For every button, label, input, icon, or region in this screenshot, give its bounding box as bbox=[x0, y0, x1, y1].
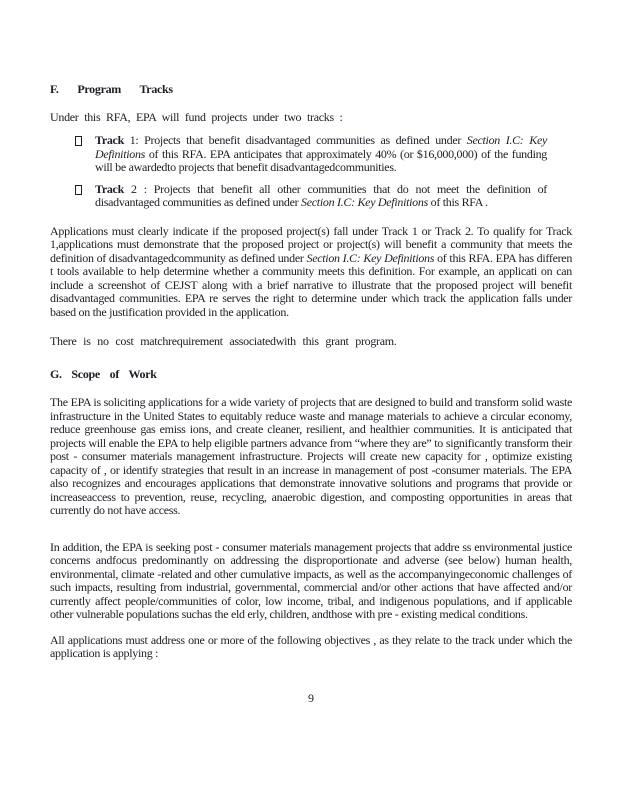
track-2-label: Track bbox=[95, 181, 124, 196]
empty-square-bullet-icon bbox=[75, 136, 82, 146]
cost-match-paragraph: There is no cost matchrequirement associatedwith this grant program. bbox=[50, 334, 397, 348]
section-ref-italic: Section I.C: Key Definitions bbox=[95, 133, 547, 161]
applications-text-cont: of this RFA. EPA has differen t tools available to help determine whether a community meets this definition. For example, an applicati on can include a screenshot of CEJST along with a brief narrative to illustrate that the proposed project will benefit disadvantaged communities. EPA re serves the right to determine under which track the application falls under based on the justification provided in the application. bbox=[50, 250, 573, 319]
section-ref-italic: Section I.C: Key Definitions bbox=[306, 250, 435, 265]
scope-paragraph: The EPA is soliciting applications for a wide variety of projects that are designed to build and transform solid waste infrastructure in the United States to equitably reduce waste and manage materials to achieve a circular economy, reduce greenhouse gas emiss ions, and create cleaner, resilient, and healthier communities. It is anticipated that projects will enable the EPA to help eligible partners advance from “where they are” to significantly transform their post - consumer materials management infrastructure. Projects will create new capacity for , optimize existing capacity of , or identify strategies that result in an increase in management of post -consumer materials. The EPA also recognizes and encourages applications that demonstrate innovative solutions and programs that provide or increaseaccess to prevention, reuse, recycling, anaerobic digestion, and composting opportunities in areas that currently do not have access. bbox=[50, 395, 572, 517]
section-g-heading: G. Scope of Work bbox=[50, 366, 157, 381]
intro-paragraph: Under this RFA, EPA will fund projects under two tracks : bbox=[50, 109, 343, 124]
in-addition-paragraph: In addition, the EPA is seeking post - consumer materials management projects that addre ss environmental justice concerns andfocus predominantly on addressing the disproportionate and adverse (see below) human health, environmental, climate -related and other cumulative impacts, as well as the accompanyingeconomic challenges of such impacts, resulting from industrial, governmental, commercial and/or other actions that have affected and/or currently affect people/communities of color, low income, tribal, and indigenous populations, and if applicable other vulnerable populations suchas the eld erly, children, andthose with pre - existing medical conditions. bbox=[50, 539, 572, 621]
section-f-heading: F. Program Tracks bbox=[50, 82, 173, 96]
applications-paragraph bbox=[50, 225, 572, 320]
track-1-text-cont: of this RFA. EPA anticipates that approximately 40% (or $16,000,000) of the funding will be awardedto projects that benefit disadvantagedcommunities. bbox=[95, 146, 548, 174]
track-2-item bbox=[50, 183, 547, 210]
empty-square-bullet-icon bbox=[75, 185, 82, 195]
page-number: 9 bbox=[308, 690, 314, 705]
track-1-item bbox=[50, 134, 547, 175]
track-list bbox=[50, 134, 572, 210]
applications-text: Applications must clearly indicate if the proposed project(s) fall under Track 1 or Track 2. To qualify for Track 1,applications must demonstrate that the proposed project or project(s) will benefit a community that meets the definition of disadvantagedcommunity as defined under bbox=[50, 223, 572, 265]
track-1-text: 1: Projects that benefit disadvantaged communities as defined under bbox=[129, 133, 467, 147]
track-2-text-cont: of this RFA . bbox=[430, 195, 488, 209]
objectives-paragraph: All applications must address one or more of the following objectives , as they relate to the track under which the application is applying : bbox=[50, 632, 572, 660]
track-2-text: 2 : Projects that benefit all other communities that do not meet the definition of disadvantaged communities as defined under bbox=[95, 181, 548, 209]
section-ref-italic: Section I.C: Key Definitions bbox=[301, 195, 428, 209]
track-1-label: Track bbox=[95, 133, 124, 147]
